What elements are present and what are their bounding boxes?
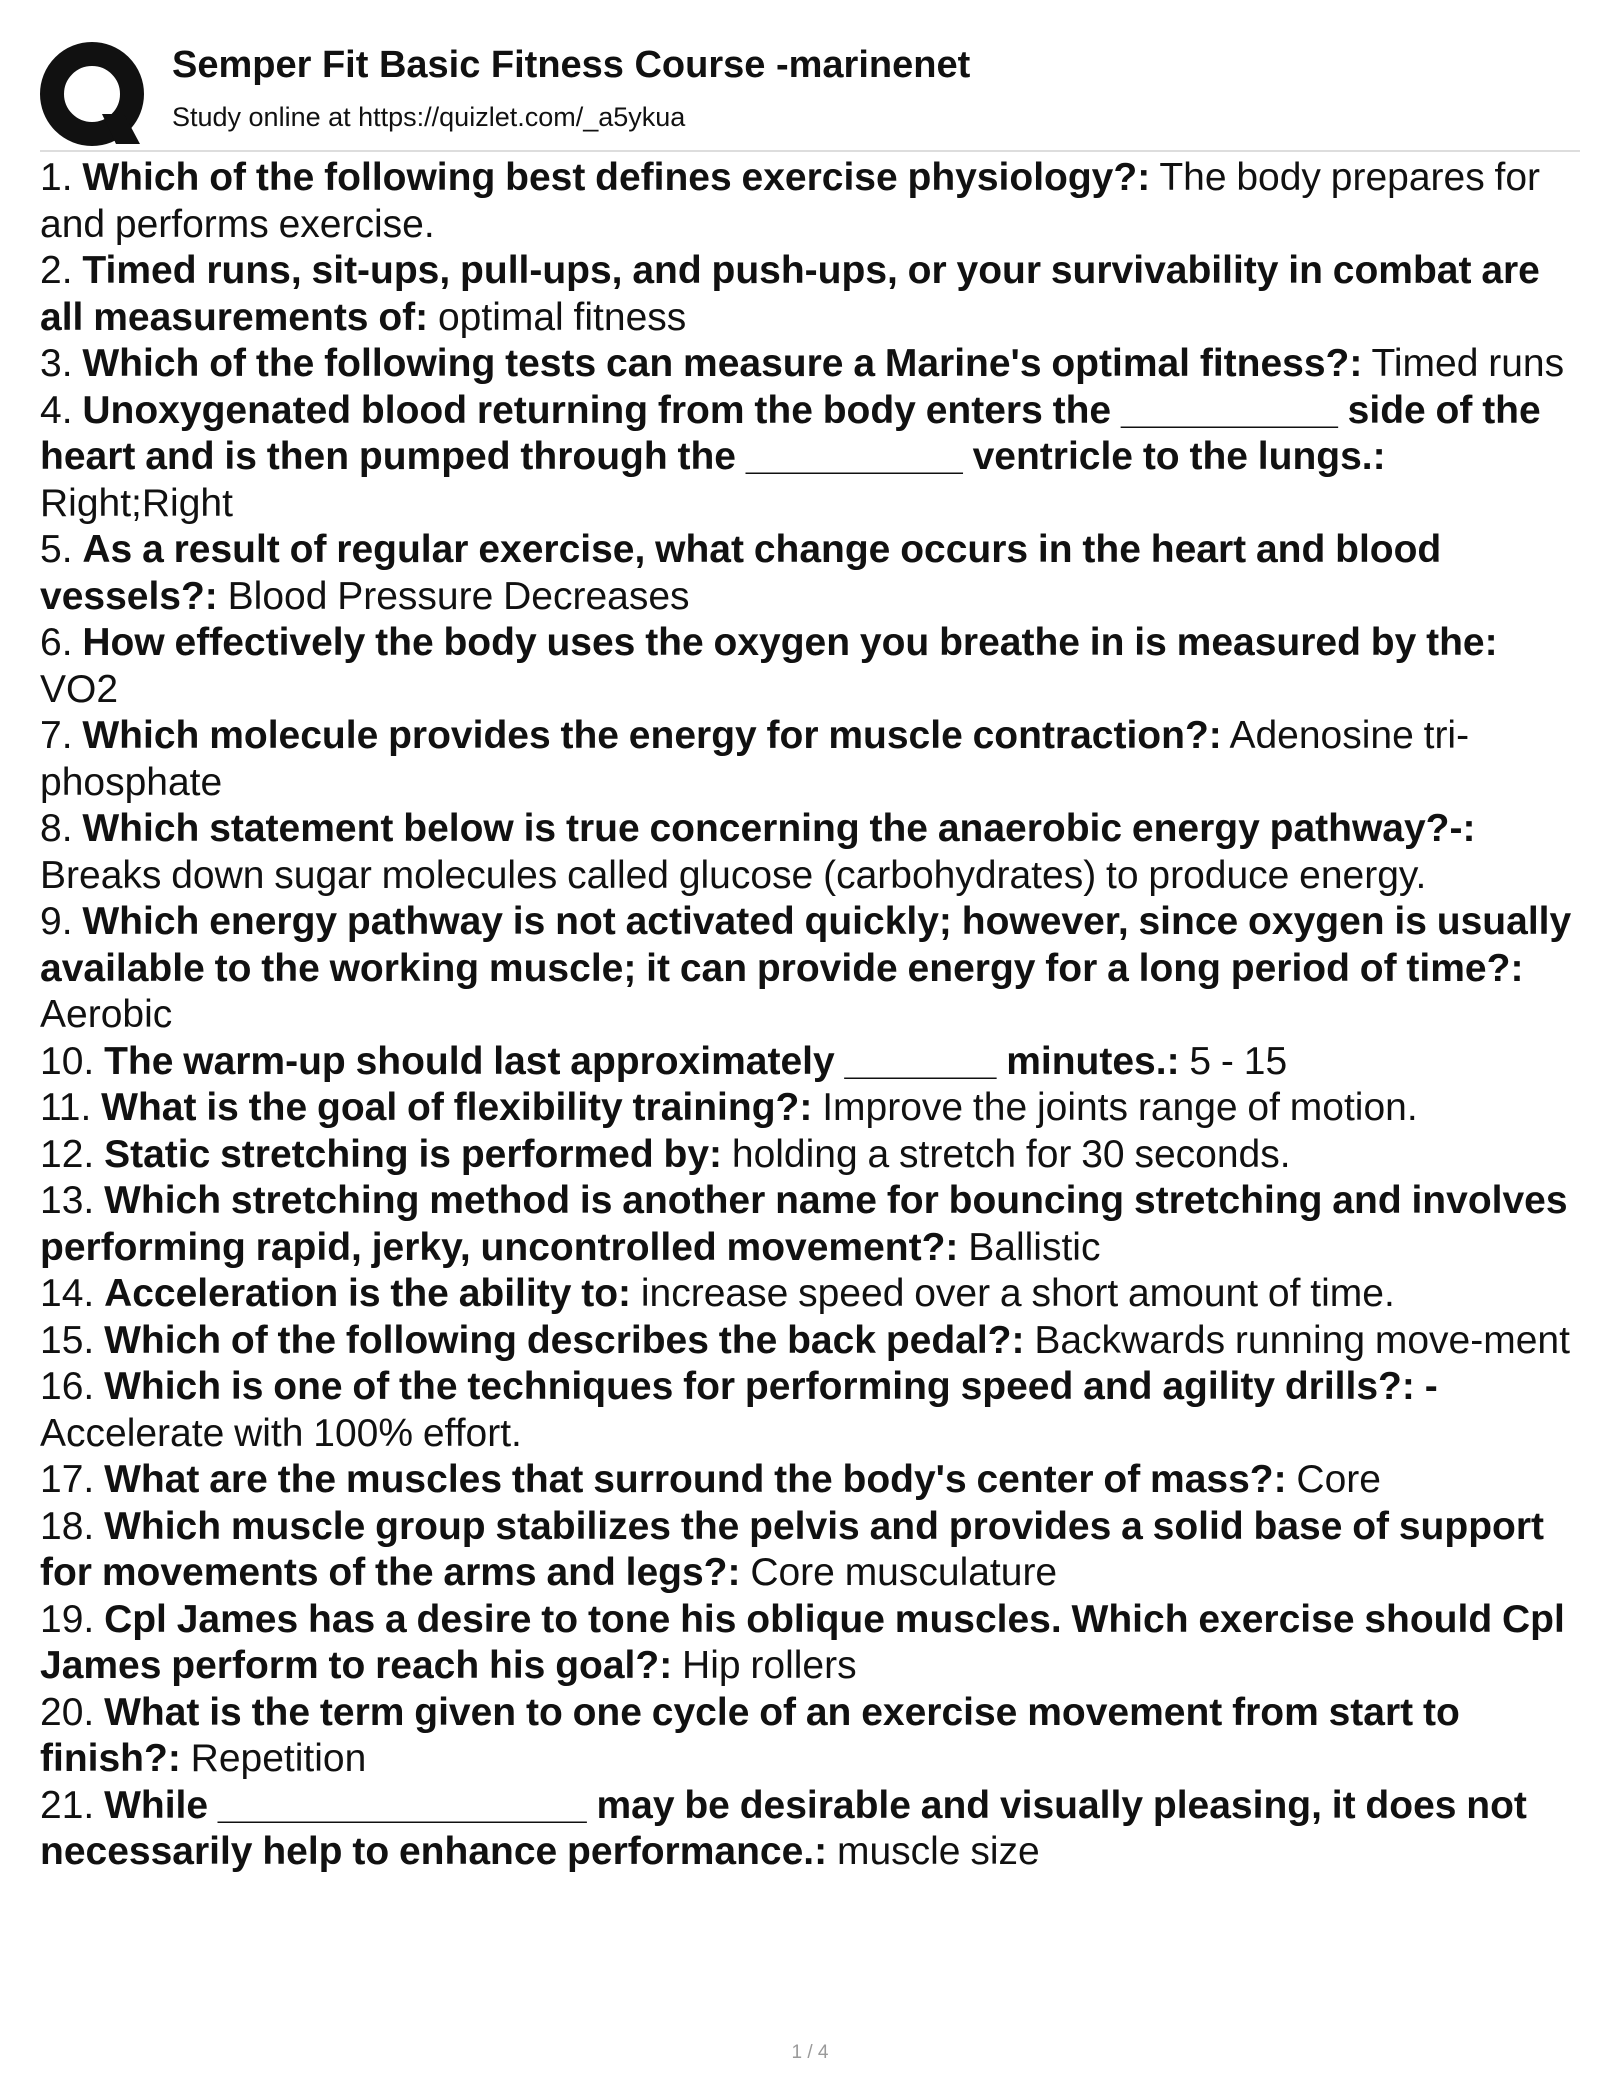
qa-item <box>40 527 1585 620</box>
question-text: Which of the following describes the back pedal?: <box>104 1318 1025 1362</box>
answer-text: Core musculature <box>750 1551 1058 1594</box>
item-number: 21. <box>40 1783 95 1827</box>
item-number: 15. <box>40 1318 95 1362</box>
answer-text: Timed runs <box>1371 342 1565 385</box>
answer-text: Breaks down sugar molecules called glucose (carbohydrates) to produce energy. <box>40 853 1427 897</box>
qa-item <box>40 1132 1585 1179</box>
item-number: 1. <box>40 156 73 199</box>
quizlet-logo-icon <box>40 40 150 150</box>
question-text: Which molecule provides the energy for muscle contraction?: <box>82 714 1222 757</box>
page-indicator: 1 / 4 <box>791 2042 829 2063</box>
question-text: What is the goal of flexibility training?: <box>101 1086 813 1129</box>
answer-text: Right;Right <box>40 481 233 525</box>
question-text: What is the term given to one cycle of an exercise movement from start to finish?: <box>40 1690 1460 1780</box>
item-number: 16. <box>40 1365 95 1408</box>
qa-item <box>40 1457 1585 1504</box>
answer-text: VO2 <box>40 667 119 711</box>
question-text: What are the muscles that surround the body's center of mass?: <box>104 1458 1287 1501</box>
item-number: 8. <box>40 807 73 850</box>
item-number: 4. <box>40 388 73 432</box>
question-text: Which stretching method is another name for bouncing stretching and involves performing rapid, jerky, uncontrolled movement?: <box>40 1179 1568 1269</box>
question-text: Which of the following best defines exercise physiology?: <box>82 156 1151 199</box>
question-answer-list <box>40 155 1585 1876</box>
study-online-link[interactable]: Study online at https://quizlet.com/_a5ykua <box>172 102 686 132</box>
qa-item <box>40 899 1585 1039</box>
qa-item <box>40 620 1585 713</box>
document-header <box>40 40 1580 152</box>
answer-text: 5 - 15 <box>1189 1039 1288 1083</box>
answer-text: Blood Pressure Decreases <box>227 574 690 618</box>
answer-text: optimal fitness <box>437 295 687 339</box>
question-text: Timed runs, sit-ups, pull-ups, and push-ups, or your survivability in combat are all measurements of: <box>40 249 1540 339</box>
qa-item <box>40 1318 1585 1365</box>
qa-item <box>40 806 1585 899</box>
question-text: Static stretching is performed by: <box>104 1132 723 1176</box>
answer-text: increase speed over a short amount of time. <box>640 1272 1395 1315</box>
item-number: 10. <box>40 1039 95 1083</box>
item-number: 19. <box>40 1597 95 1641</box>
question-text: Which muscle group stabilizes the pelvis and provides a solid base of support for movements of the arms and legs?: <box>40 1504 1545 1594</box>
question-text: Acceleration is the ability to: <box>104 1272 632 1315</box>
question-text: Unoxygenated blood returning from the body enters the __________ side of the heart and is then pumped through the __________ ventricle to the lungs.: <box>40 388 1541 478</box>
answer-text: Core <box>1296 1458 1381 1501</box>
question-text: Cpl James has a desire to tone his oblique muscles. Which exercise should Cpl James perform to reach his goal?: <box>40 1597 1565 1687</box>
item-number: 13. <box>40 1179 95 1222</box>
answer-text: Hip rollers <box>682 1644 857 1687</box>
item-number: 18. <box>40 1504 95 1548</box>
answer-text: The body prepares for and performs exercise. <box>40 156 1541 246</box>
item-number: 3. <box>40 342 73 385</box>
question-text: Which of the following tests can measure a Marine's optimal fitness?: <box>82 342 1363 385</box>
qa-item <box>40 1271 1585 1318</box>
qa-item <box>40 1178 1585 1271</box>
qa-item <box>40 1783 1585 1876</box>
answer-text: Backwards running move-ment <box>1034 1318 1570 1362</box>
answer-text: muscle size <box>836 1830 1040 1873</box>
document-title: Semper Fit Basic Fitness Course -marinenet <box>172 44 971 86</box>
item-number: 9. <box>40 900 73 943</box>
qa-item <box>40 248 1585 341</box>
qa-item <box>40 155 1585 248</box>
item-number: 5. <box>40 528 73 571</box>
item-number: 14. <box>40 1272 95 1315</box>
item-number: 11. <box>40 1086 92 1129</box>
qa-item <box>40 1039 1585 1086</box>
question-text: How effectively the body uses the oxygen you breathe in is measured by the: <box>82 621 1498 664</box>
question-text: While _________________ may be desirable and visually pleasing, it does not necessarily help to enhance performance.: <box>40 1783 1527 1873</box>
answer-text: Adenosine tri-phosphate <box>40 714 1470 804</box>
question-text: Which is one of the techniques for performing speed and agility drills?: - <box>104 1365 1438 1408</box>
answer-text: Aerobic <box>40 993 173 1036</box>
qa-item <box>40 1504 1585 1597</box>
question-text: Which statement below is true concerning the anaerobic energy pathway?-: <box>82 807 1476 850</box>
answer-text: Ballistic <box>968 1225 1101 1269</box>
answer-text: holding a stretch for 30 seconds. <box>731 1132 1291 1176</box>
qa-item <box>40 713 1585 806</box>
qa-item <box>40 341 1585 388</box>
qa-item <box>40 1364 1585 1457</box>
question-text: The warm-up should last approximately _______ minutes.: <box>104 1039 1180 1083</box>
item-number: 12. <box>40 1132 95 1176</box>
item-number: 2. <box>40 249 73 292</box>
question-text: As a result of regular exercise, what change occurs in the heart and blood vessels?: <box>40 528 1442 618</box>
item-number: 6. <box>40 621 73 664</box>
qa-item <box>40 1597 1585 1690</box>
qa-item <box>40 1085 1585 1132</box>
answer-text: Accelerate with 100% effort. <box>40 1411 522 1455</box>
answer-text: Repetition <box>190 1737 367 1780</box>
answer-text: Improve the joints range of motion. <box>822 1086 1418 1129</box>
item-number: 7. <box>40 714 73 757</box>
question-text: Which energy pathway is not activated quickly; however, since oxygen is usually available to the working muscle; it can provide energy for a long period of time?: <box>40 900 1572 990</box>
qa-item <box>40 388 1585 528</box>
qa-item <box>40 1690 1585 1783</box>
item-number: 20. <box>40 1690 95 1734</box>
item-number: 17. <box>40 1458 95 1501</box>
